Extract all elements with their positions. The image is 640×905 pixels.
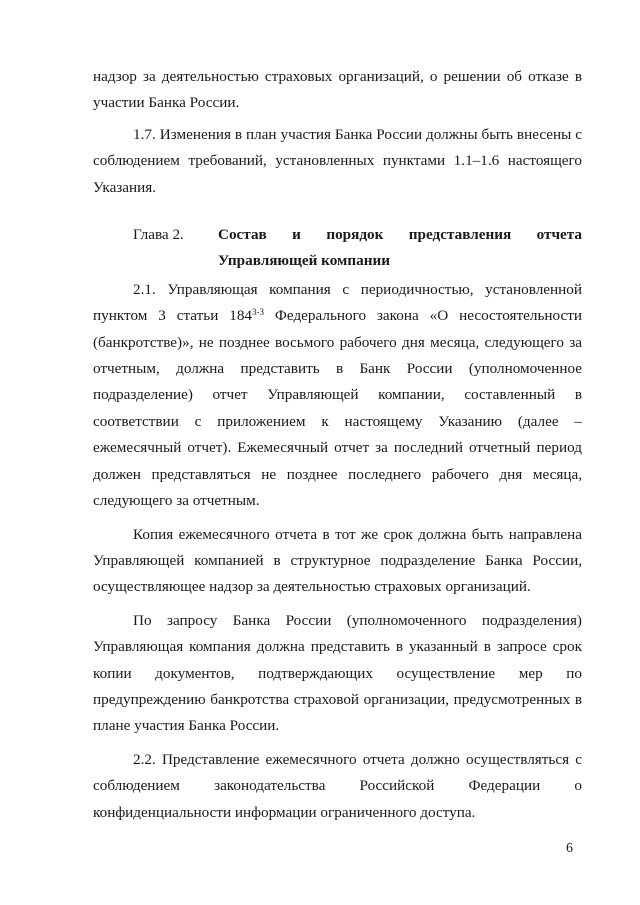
chapter-title-line-1: Состав и порядок представления отчета bbox=[218, 226, 582, 244]
paragraph-2-2: 2.2. Представление ежемесячного отчета должно осуществляться с соблюдением законодательства Российской Федерации о конфиденциальности информации ограниченного доступа. bbox=[93, 750, 582, 821]
chapter-title bbox=[218, 222, 582, 275]
article-superscript: 3-3 bbox=[252, 307, 265, 318]
chapter-title-line-2: Управляющей компании bbox=[218, 252, 390, 270]
paragraph-1-7: 1.7. Изменения в план участия Банка России должны быть внесены с соблюдением требований, установленных пунктами 1.1–1.6 настоящего Указания. bbox=[93, 125, 582, 196]
paragraph-2-1 bbox=[93, 277, 582, 515]
paragraph-request-documents: По запросу Банка России (уполномоченного подразделения) Управляющая компания должна представить в указанный в запросе срок копии документов, подтверждающих осуществление мер по предупреждению банкротства страховой организации, предусмотренных в плане участия Банка России. bbox=[93, 611, 582, 735]
chapter-heading bbox=[93, 222, 582, 275]
paragraph-2-1-text-a: 2.1. Управляющая компания с периодичностью, установленной пунктом 3 статьи 184 bbox=[93, 280, 582, 325]
paragraph-continuation: надзор за деятельностью страховых организаций, о решении об отказе в участии Банка России. bbox=[93, 68, 582, 112]
page-number: 6 bbox=[566, 841, 573, 856]
paragraph-copy-report: Копия ежемесячного отчета в тот же срок должна быть направлена Управляющей компанией в структурное подразделение Банка России, осуществляющее надзор за деятельностью страховых организаций. bbox=[93, 525, 582, 596]
document-page bbox=[93, 64, 582, 826]
chapter-label: Глава 2. bbox=[133, 226, 184, 244]
paragraph-2-1-text-b: Федерального закона «О несостоятельности (банкротстве)», не позднее восьмого рабочего дня месяца, следующего за отчетным, должна представить в Банк России (уполномоченное подразделение) отчет Управляющей компании, составленный в соответствии с приложением к настоящему Указанию (далее – ежемесячный отчет). Ежемесячный отчет за последний отчетный период должен представляться не позднее последнего рабочего дня месяца, следующего за отчетным. bbox=[93, 307, 582, 510]
